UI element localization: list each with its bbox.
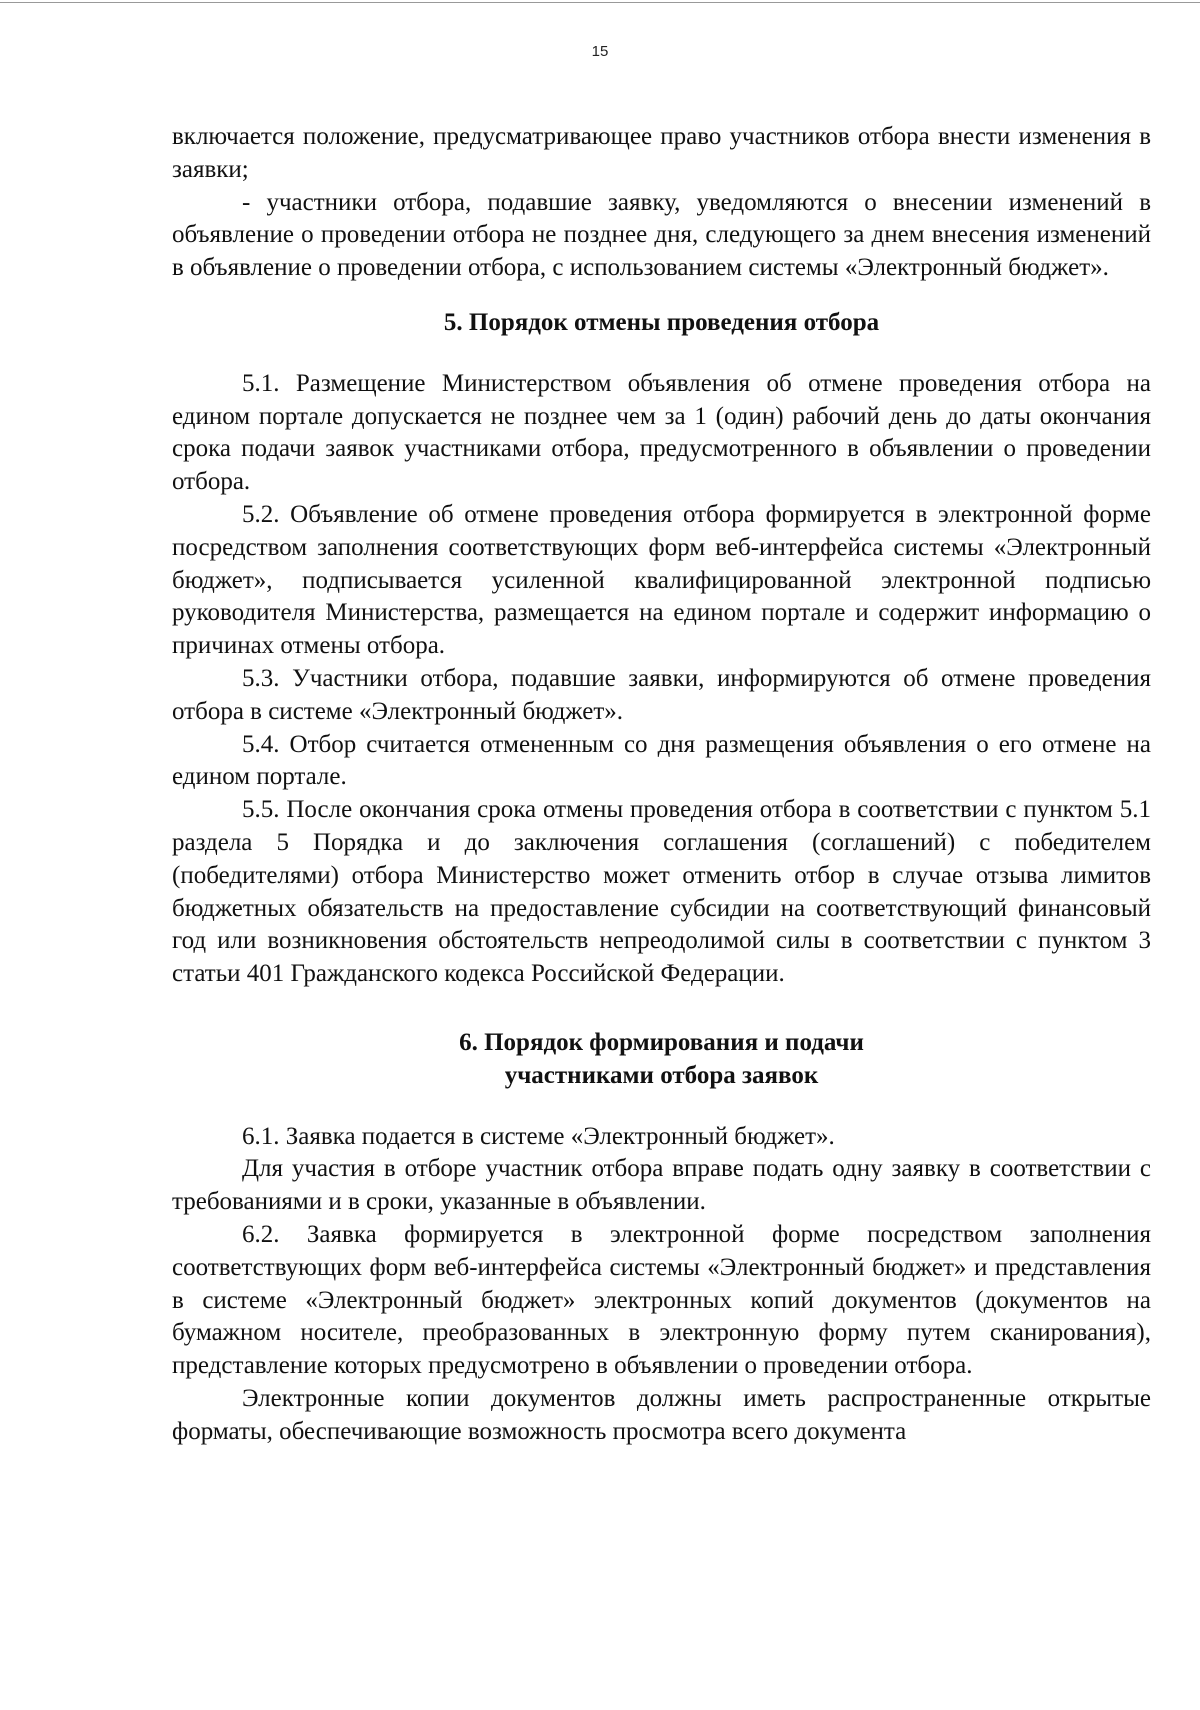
paragraph-5-3: 5.3. Участники отбора, подавшие заявки, информируются об отмене проведения отбора в системе «Электронный бюджет». xyxy=(172,664,1151,725)
page-number: 15 xyxy=(591,43,609,60)
paragraph-6-2-cont: Электронные копии документов должны иметь распространенные открытые форматы, обеспечивающие возможность просмотра всего документа xyxy=(172,1384,1151,1445)
paragraph-6-1: 6.1. Заявка подается в системе «Электронный бюджет». xyxy=(242,1122,835,1150)
section-6-heading-line-2: участниками отбора заявок xyxy=(504,1061,819,1089)
section-6-heading-line-1: 6. Порядок формирования и подачи xyxy=(459,1028,864,1056)
section-6-heading xyxy=(172,1027,1151,1093)
document-body xyxy=(172,121,1151,1448)
paragraph-5-2: 5.2. Объявление об отмене проведения отбора формируется в электронной форме посредством заполнения соответствующих форм веб-интерфейса системы «Электронный бюджет», подписывается усиленной квалифицированной электронной подписью руководителя Министерства, размещается на едином портале и содержит информацию о причинах отмены отбора. xyxy=(172,500,1151,660)
paragraph-5-4: 5.4. Отбор считается отмененным со дня размещения объявления о его отмене на едином портале. xyxy=(172,730,1151,791)
paragraph-5-5: 5.5. После окончания срока отмены проведения отбора в соответствии с пунктом 5.1 раздела 5 Порядка и до заключения соглашения (соглашений) с победителем (победителями) отбора Министерство может отменить отбор в случае отзыва лимитов бюджетных обязательств на предоставление субсидии на соответствующий финансовый год или возникновения обстоятельств непреодолимой силы в соответствии с пунктом 3 статьи 401 Гражданского кодекса Российской Федерации. xyxy=(172,796,1151,988)
section-5-heading: 5. Порядок отмены проведения отбора xyxy=(443,308,880,336)
paragraph-6-2: 6.2. Заявка формируется в электронной форме посредством заполнения соответствующих форм веб-интерфейса системы «Электронный бюджет» и представления в системе «Электронный бюджет» электронных копий документов (документов на бумажном носителе, преобразованных в электронную форму путем сканирования), представление которых предусмотрено в объявлении о проведении отбора. xyxy=(172,1220,1151,1380)
paragraph-dash-item: - участники отбора, подавшие заявку, уведомляются о внесении изменений в объявление о проведении отбора не позднее дня, следующего за днем внесения изменений в объявление о проведении отбора, с использованием системы «Электронный бюджет». xyxy=(172,188,1151,282)
paragraph-6-1-cont: Для участия в отборе участник отбора вправе подать одну заявку в соответствии с требованиями и в сроки, указанные в объявлении. xyxy=(172,1155,1151,1216)
paragraph-5-1: 5.1. Размещение Министерством объявления об отмене проведения отбора на едином портале допускается не позднее чем за 1 (один) рабочий день до даты окончания срока подачи заявок участниками отбора, предусмотренного в объявлении о проведении отбора. xyxy=(172,369,1151,496)
paragraph-continuation: включается положение, предусматривающее право участников отбора внести изменения в заявки; xyxy=(172,123,1151,183)
scan-edge-line xyxy=(0,2,1200,3)
